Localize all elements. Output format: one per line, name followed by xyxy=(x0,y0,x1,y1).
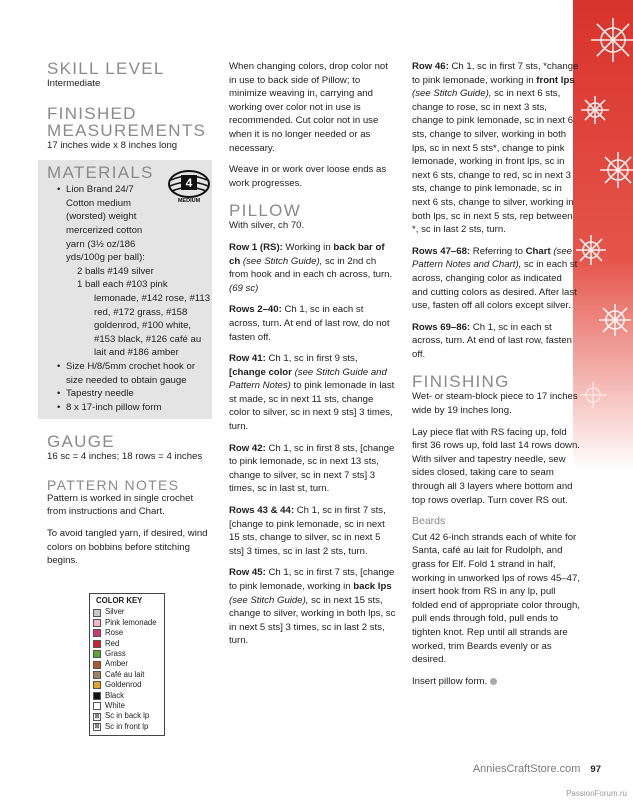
beards-text: Cut 42 6-inch strands each of white for Santa, café au lait for Rudolph, and grass for Elf. Fold 1 strand in half, working in unworked lps of rows 45–47, insert hook from RS in any lp, pull folded end of appropriate color through, pull ends through fold, pull ends to tighten knot. Rep until all strands are worked, trim Beards evenly or as desired. xyxy=(412,531,581,666)
page-number: 97 xyxy=(590,764,601,775)
color-key-item xyxy=(93,722,161,732)
yarn-weight-icon xyxy=(167,170,211,204)
color-key-label: Café au lait xyxy=(105,669,145,679)
color-swatch-icon xyxy=(93,671,101,679)
insert-pillow: Insert pillow form. xyxy=(412,675,580,689)
gauge: 16 sc = 4 inches; 18 rows = 4 inches xyxy=(47,451,203,463)
finishing-heading: FINISHING xyxy=(412,372,510,392)
color-key-label: Amber xyxy=(105,659,128,669)
materials-item-pillow: • 8 x 17-inch pillow form xyxy=(57,401,212,415)
color-key-label: Pink lemonade xyxy=(105,617,157,627)
rows-43-44: Rows 43 & 44: Ch 1, sc in first 7 sts, [change to pink lemonade, sc in next 15 sts, change to silver, sc in next 5 sts] 3 times, sc in last 2 sts, turn. xyxy=(229,505,386,557)
pillow-heading: PILLOW xyxy=(229,201,302,221)
color-key-label: Red xyxy=(105,638,120,648)
beards-heading: Beards xyxy=(412,515,446,528)
color-swatch-icon xyxy=(93,661,101,669)
pattern-note-1: Pattern is worked in single crochet from instructions and Chart. xyxy=(47,492,194,518)
color-key-item xyxy=(93,628,161,638)
color-key-item xyxy=(93,607,161,617)
rows-47-68: Rows 47–68: Referring to Chart (see Pattern Notes and Chart), sc in each st across, changing color as indicated and cutting colors as desired. After last use, fasten off all colors except silver. xyxy=(412,245,578,312)
intro-paragraph-2: Weave in or work over loose ends as work progresses. xyxy=(229,164,387,189)
row-41: Row 41: Ch 1, sc in first 9 sts, [change color (see Stitch Guide and Pattern Notes) to pink lemonade in last st made, sc in next 11 sts, change color to silver, sc in next 9 sts] 3 times, turn. xyxy=(229,353,395,433)
color-key-item xyxy=(93,659,161,669)
materials-item-needle: • Tapestry needle xyxy=(57,387,212,401)
rows-2-40: Rows 2–40: Ch 1, sc in each st across, turn. At end of last row, do not fasten off. xyxy=(229,304,390,343)
row-42: Row 42: Ch 1, sc in first 8 sts, [change to pink lemonade, sc in next 13 sts, change to silver, sc in next 7 sts] 3 times, sc in last st, turn. xyxy=(229,442,395,495)
row-45: Row 45: Ch 1, sc in first 7 sts, [change to pink lemonade, working in back lps (see Stitch Guide), sc in next 15 sts, change to silver, working in both lps, sc in next 5 sts] 3 times, sc in last 2 sts, turn. xyxy=(229,567,396,647)
color-swatch-icon xyxy=(93,702,101,710)
color-swatch-icon: ⊠ xyxy=(94,713,100,720)
color-key-title: COLOR KEY xyxy=(96,596,143,605)
skill-level: Intermediate xyxy=(47,78,101,89)
gauge-heading: GAUGE xyxy=(47,432,115,452)
color-key-label: Goldenrod xyxy=(105,680,142,690)
color-swatch-icon xyxy=(93,692,101,700)
pattern-note-2: To avoid tangled yarn, if desired, wind colors on bobbins before stitching begins. xyxy=(47,528,208,567)
color-key-label: Sc in front lp xyxy=(105,721,149,731)
pattern-notes-heading: PATTERN NOTES xyxy=(47,476,180,493)
color-swatch-icon xyxy=(93,650,101,658)
materials-item-yarn: • Lion Brand 24/7 Cotton medium (worsted) weight mercerized cotton yarn (3½ oz/186 yds/100g per ball): xyxy=(57,183,212,265)
materials-subitem-silver: 2 balls #149 silver xyxy=(77,265,154,277)
color-key-label: Sc in back lp xyxy=(105,711,150,721)
pillow-start: With silver, ch 70. xyxy=(229,220,305,232)
color-swatch-icon xyxy=(93,609,101,617)
color-swatch-icon xyxy=(93,681,101,689)
color-key-item xyxy=(93,691,161,701)
materials-subitem-colors: 1 ball each #103 pink lemonade, #142 rose, #113 red, #172 grass, #158 goldenrod, #100 white, #153 black, #126 café au lait and #186 amber xyxy=(77,279,211,359)
color-key-label: Black xyxy=(105,690,125,700)
end-dot-icon xyxy=(490,678,497,685)
color-key xyxy=(89,593,165,736)
row-46: Row 46: Ch 1, sc in first 7 sts, *change to pink lemonade, working in front lps (see Stitch Guide), sc in next 6 sts, change to rose, sc in next 3 sts, change to pink lemonade, sc in next 6 sts, change to silver, working in both lps, sc in next 5 sts*, change to pink lemonade, working in front lps, sc in next 6 sts, change to red, sc in next 3 sts, change to pink lemonade, sc in next 6 sts, change to silver, working in both lps, sc in next 5 sts, rep between *, sc in last 2 sts, turn. xyxy=(412,61,579,236)
color-key-item xyxy=(93,711,161,721)
color-key-label: Silver xyxy=(105,607,125,617)
color-key-item xyxy=(93,670,161,680)
left-column xyxy=(47,60,212,576)
yarn-weight-number: 4 xyxy=(185,176,193,190)
materials-item-hook: • Size H/8/5mm crochet hook or size needed to obtain gauge xyxy=(57,360,212,387)
color-key-item xyxy=(93,639,161,649)
right-column xyxy=(412,60,580,696)
website-link[interactable]: AnniesCraftStore.com xyxy=(472,763,581,775)
materials-list xyxy=(47,183,212,414)
row-1: Row 1 (RS): Working in back bar of ch (see Stitch Guide), sc in 2nd ch from hook and in each ch across, turn. (69 sc) xyxy=(229,241,393,294)
color-key-item xyxy=(93,701,161,711)
intro-paragraph-1: When changing colors, drop color not in use to back side of Pillow; to minimize weaving in, carrying and working over color not in use is recommended. Cut color not in use when it is no longer needed or as necessary. xyxy=(229,61,388,154)
color-key-item xyxy=(93,680,161,690)
middle-column xyxy=(229,60,396,656)
skill-level-heading: SKILL LEVEL xyxy=(47,59,165,78)
finishing-2: Lay piece flat with RS facing up, fold first 36 rows up, fold last 14 rows down. With silver and tapestry needle, sew sides closed, taking care to seam through all 3 layers where bottom and top rows overlap. Turn cover RS out. xyxy=(412,426,580,506)
yarn-weight-label: MEDIUM xyxy=(177,198,201,204)
measurements: 17 inches wide x 8 inches long xyxy=(47,139,178,151)
materials-heading: MATERIALS xyxy=(47,163,154,183)
color-key-label: White xyxy=(105,701,125,711)
color-key-label: Rose xyxy=(105,628,124,638)
color-swatch-icon: ⊠ xyxy=(94,724,100,731)
rows-69-86: Rows 69–86: Ch 1, sc in each st across, turn. At end of last row, fasten off. xyxy=(412,321,572,360)
color-swatch-icon xyxy=(93,640,101,648)
color-swatch-icon xyxy=(93,629,101,637)
watermark: PassionForum.ru xyxy=(566,789,627,798)
color-key-item xyxy=(93,649,161,659)
snowflake-decoration xyxy=(573,0,633,470)
color-swatch-icon xyxy=(93,619,101,627)
page-footer xyxy=(473,763,601,775)
color-key-item xyxy=(93,618,161,628)
color-key-label: Grass xyxy=(105,649,126,659)
finishing-1: Wet- or steam-block piece to 17 inches wide by 19 inches long. xyxy=(412,391,578,417)
measurements-heading: FINISHED MEASUREMENTS xyxy=(47,103,207,140)
